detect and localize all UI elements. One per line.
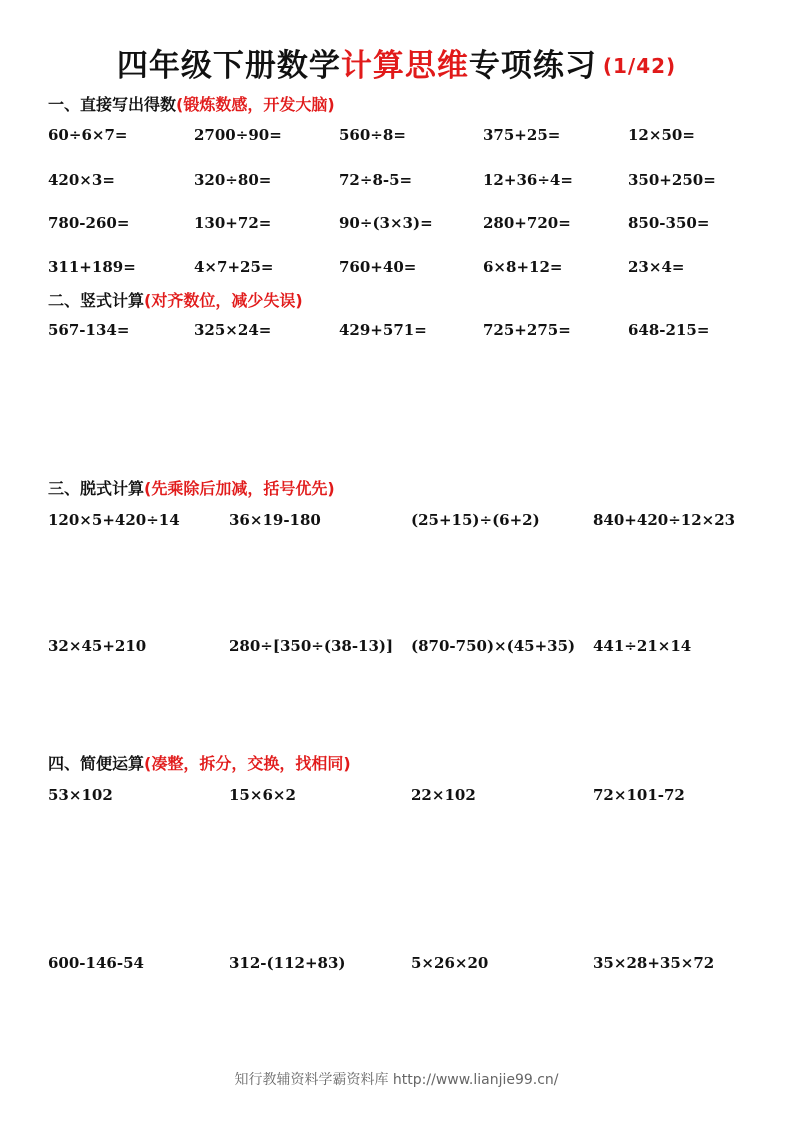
section-2-heading [48,288,303,311]
problem-item: 725+275= [483,321,571,339]
problem-item: 441÷21×14 [593,637,692,655]
problem-item: 23×4= [628,258,685,276]
s1-row [0,214,793,238]
s4-row [0,954,793,978]
footer-watermark: 知行教辅资料学霸资料库 http://www.lianjie99.cn/ [234,1072,559,1088]
problem-item: 130+72= [194,214,272,232]
title-suffix: 专项练习 [468,48,597,84]
problem-item: 325×24= [194,321,272,339]
problem-item: 420×3= [48,171,115,189]
problem-item: 840+420÷12×23 [593,511,736,529]
problem-item: 560÷8= [339,126,406,144]
problem-item: 320÷80= [194,171,272,189]
s3-row [0,637,793,661]
problem-item: 32×45+210 [48,637,147,655]
problem-item: 567-134= [48,321,130,339]
section-3-title: 三、脱式计算 [48,479,145,498]
s4-row [0,786,793,810]
s1-row [0,126,793,150]
problem-item: 60÷6×7= [48,126,128,144]
problem-item: 12×50= [628,126,695,144]
problem-item: 4×7+25= [194,258,274,276]
section-2-hint: (对齐数位，减少失误) [144,291,303,310]
problem-item: 311+189= [48,258,136,276]
section-1-heading [48,92,335,115]
problem-item: (870-750)×(45+35) [411,637,576,655]
problem-item: 600-146-54 [48,954,144,972]
problem-item: 36×19-180 [229,511,321,529]
section-1-title: 一、直接写出得数 [48,95,177,114]
problem-item: 5×26×20 [411,954,489,972]
problem-item: 312-(112+83) [229,954,346,972]
problem-item: 280÷[350÷(38-13)] [229,637,394,655]
section-2-title: 二、竖式计算 [48,291,145,310]
section-4-hint: (凑整，拆分，交换，找相同) [144,754,351,773]
section-4-heading [48,751,351,774]
s3-row [0,511,793,535]
problem-item: 429+571= [339,321,427,339]
problem-item: 90÷(3×3)= [339,214,433,232]
s2-row [0,321,793,345]
section-3-hint: (先乘除后加减，括号优先) [144,479,335,498]
problem-item: 280+720= [483,214,571,232]
title-highlight: 计算思维 [340,48,469,84]
problem-item: 72×101-72 [593,786,685,804]
problem-item: 780-260= [48,214,130,232]
problem-item: 850-350= [628,214,710,232]
worksheet-title [0,40,793,85]
problem-item: 12+36÷4= [483,171,573,189]
problem-item: 375+25= [483,126,561,144]
problem-item: 22×102 [411,786,476,804]
problem-item: 35×28+35×72 [593,954,715,972]
problem-item: 648-215= [628,321,710,339]
section-1-hint: (锻炼数感，开发大脑) [176,95,335,114]
page-indicator: (1/42) [602,54,677,78]
s1-row [0,171,793,195]
problem-item: 120×5+420÷14 [48,511,180,529]
problem-item: 2700÷90= [194,126,282,144]
section-4-title: 四、简便运算 [48,754,145,773]
problem-item: 760+40= [339,258,417,276]
s1-row [0,258,793,282]
problem-item: 72÷8-5= [339,171,413,189]
title-main: 四年级下册数学 [116,48,341,84]
problem-item: 350+250= [628,171,716,189]
problem-item: (25+15)÷(6+2) [411,511,540,529]
problem-item: 53×102 [48,786,113,804]
problem-item: 6×8+12= [483,258,563,276]
problem-item: 15×6×2 [229,786,296,804]
section-3-heading [48,476,335,499]
